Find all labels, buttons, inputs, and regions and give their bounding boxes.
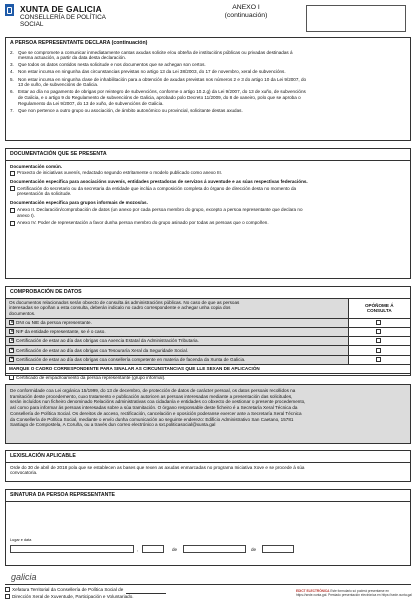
doc-checkbox[interactable] [10, 208, 15, 213]
doc-item: Proxecto de iniciativas xuvenís, redactado segundo estritamente o modelo publicado como anexo III. [10, 170, 406, 176]
doc-item: Certificación do secretario ou da secretaria da entidade que inclúa a composición completa do órgano de dirección desta no momento da presentación da solicitude. [10, 186, 406, 197]
org-name: XUNTA DE GALICIA [20, 4, 102, 14]
oppose-checkbox[interactable] [376, 329, 381, 334]
recipient-checkbox[interactable] [5, 587, 10, 592]
common-docs-heading: Documentación común. [10, 163, 63, 169]
doc-checkbox[interactable] [10, 186, 15, 191]
legislation-text: Orde do 30 de abril de 2018 pola que se establecen as bases que rexen as axudas enmarcadas no programa Iniciativa Xove e se procede á súa convocatoria. [10, 464, 305, 476]
verification-intro: Os documentos relacionados serán obxecto de consulta ás administracións públicas. No caso de que as persoas interesadas se opoñan a esta consulta, deberán indicalo no cadro correspondente e achegar unha copia dos documentos. [6, 298, 348, 319]
verification-section [5, 286, 411, 380]
section-title: A PERSOA REPRESENTANTE DECLARA (continuación) [10, 40, 148, 46]
registry-stamp-box [306, 5, 406, 32]
informal-docs-heading: Documentación específica para grupos informais de mozos/as. [10, 200, 148, 206]
special-row: Certificado de empadroamento da persoa representante (grupo informal). [6, 373, 410, 382]
year-input[interactable] [262, 545, 294, 553]
privacy-text: De conformidade coa Lei orgánica 15/1999, do 13 de decembro, de protección de datos de carácter persoal, os datos persoais recollidos na tramitación deste procedemento, cuxo tratamento e publicación autoricen as persoas interesadas mediante a presentación das solicitudes, serán incluídos nun ficheiro denominado Relacións administrativas coa cidadanía e entidades co obxecto de xestionar o presente procedemento, así como para informar ás persoas interesadas sobre a súa tramitación. O órgano responsable deste ficheiro é a Secretaría Xeral Técnica da Consellería de Política Social. Os dereitos de acceso, rectificación, cancelación e oposición poderanse exercer ante a Secretaría Xeral Técnica da Consellería de Política Social, mediante o envío dunha comunicación ao seguinte enderezo: Edificio Administrativo San Caetano, 15781 Santiago de Compostela, A Coruña, ou a través dun correo electrónico a sxt.politicasocial@xunta.gal [10, 388, 306, 428]
verification-row: ×Certificación de estar ao día das obrigas coa Tesouraría Xeral da Seguridade Social. [6, 346, 410, 355]
doc-item: Anexo IV. Poder de representación a favor dunha persoa membro do grupo asinado por todas as persoas que o compoñen. [10, 220, 406, 226]
verification-row: ×Certificación de estar ao día das obrigas coa consellería competente en materia de facenda da Xunta de Galicia. [6, 355, 410, 364]
documentation-section [5, 148, 411, 279]
place-input[interactable] [10, 545, 134, 553]
privacy-section [5, 384, 411, 444]
checked-box-icon [9, 348, 14, 353]
doc-item: Anexo II. Declaración/comprobación de datos (un anexo por cada persoa membro do grupo, excepto a persoa representante que declara no anexo I). [10, 207, 406, 218]
checked-box-icon [9, 320, 14, 325]
section-title: SINATURA DA PERSOA REPRESENTANTE [6, 490, 410, 502]
footer-divider [5, 584, 411, 585]
comma-separator: , [137, 547, 139, 552]
checked-box-icon [9, 338, 14, 343]
declaration-item: 3. Que todos os datos contidos nesta solicitude e nos documentos que se achegan son certos. [10, 62, 206, 68]
oppose-checkbox[interactable] [376, 338, 381, 343]
assoc-docs-heading: Documentación específica para asociacións xuvenís, entidades prestadoras de servizos á xuventude e as súas respectivas federacións. [10, 178, 308, 184]
xunta-logo-icon [5, 4, 14, 16]
place-date-label: Lugar e data [10, 538, 32, 542]
oppose-checkbox[interactable] [376, 348, 381, 353]
oppose-header: OPÓÑOME Á CONSULTA [348, 298, 410, 319]
declaration-section [5, 37, 411, 141]
legislation-section [5, 450, 411, 482]
special-heading: MARQUE O CADRO CORRESPONDENTE PARA SINALAR AS CIRCUNSTANCIAS QUE LLE SEXAN DE APLICACIÓN [6, 364, 410, 373]
de-label: de [172, 547, 178, 552]
month-input[interactable] [183, 545, 246, 553]
special-checkbox[interactable] [9, 375, 14, 380]
verification-row: ×DNI ou NIE da persoa representante. [6, 319, 410, 328]
de-label: de [251, 547, 257, 552]
verification-row: ×NIF da entidade representante, se é o caso. [6, 328, 410, 337]
checked-box-icon [9, 357, 14, 362]
declaration-item: 6. Estar ao día no pagamento de obrigas por reintegro de subvencións, conforme o artigo 10.2.g) da Lei 9/2007, do 13 de xuño, de subvencións de Galicia, e o artigo 9 do Regulamento de subvencións de Galicia, aprobado polo Decreto 11/2009, do 8 de xaneiro, polo que se aproba o Regulamento da Lei 9/2007, do 13 de xuño, de subvencións de Galicia. [10, 89, 306, 106]
declaration-list [6, 49, 410, 118]
checked-box-icon [9, 329, 14, 334]
declaration-item: 2. Que se compromete a comunicar inmediatamente cantas axudas solicite e/ou obteña de institucións públicas ou privadas destinadas á mesma actuación, a partir da data desta declaración. [10, 49, 293, 61]
galicia-logo: galicia [11, 572, 37, 582]
recipient-options: Xefatura Territorial da Consellería de Política Social de Dirección Xeral de Xuventude, Participación e Voluntariado. [5, 587, 166, 601]
declaration-item: 5. Non estar incursa en ningunha clase de inhabilitación para a obtención de axudas previstas nos números 2 e 3 do artigo 10 da Lei 9/2007, do 13 de xuño, de subvencións de Galicia. [10, 76, 307, 88]
day-input[interactable] [142, 545, 164, 553]
documentation-list [6, 161, 410, 230]
declaration-item: 7. Que non pertence a outro grupo ou asociación, de ámbito autonómico ou provincial, solicitante destas axudas. [10, 108, 243, 114]
department-name: CONSELLERÍA DE POLÍTICA SOCIAL [20, 14, 106, 29]
doc-checkbox[interactable] [10, 221, 15, 226]
doc-checkbox[interactable] [10, 171, 15, 176]
signature-section [5, 489, 411, 566]
oppose-checkbox[interactable] [376, 357, 381, 362]
section-title: LEXISLACIÓN APLICABLE [6, 451, 410, 463]
edict-notice: EDICT ELECTRÓNICA Este formulario só poderá presentarse en https://sede.xunta.gal. Prestado presentación electrónica en https://sede.xunta.gal [296, 589, 412, 598]
section-title: COMPROBACIÓN DE DATOS [10, 289, 82, 295]
recipient-checkbox[interactable] [5, 594, 10, 599]
declaration-item: 4. Non estar incursa en ningunha das circunstancias previstas no artigo 13 da Lei 38/2003, do 17 de novembro, xeral de subvencións. [10, 69, 286, 75]
verification-row: ×Certificación de estar ao día das obrigas coa Axencia Estatal da Administración Tributaria. [6, 337, 410, 346]
section-title: DOCUMENTACIÓN QUE SE PRESENTA [6, 149, 410, 161]
province-field[interactable] [126, 587, 166, 594]
annex-title: ANEXO I (continuación) [224, 4, 268, 19]
verification-table [6, 298, 410, 382]
oppose-checkbox[interactable] [376, 320, 381, 325]
